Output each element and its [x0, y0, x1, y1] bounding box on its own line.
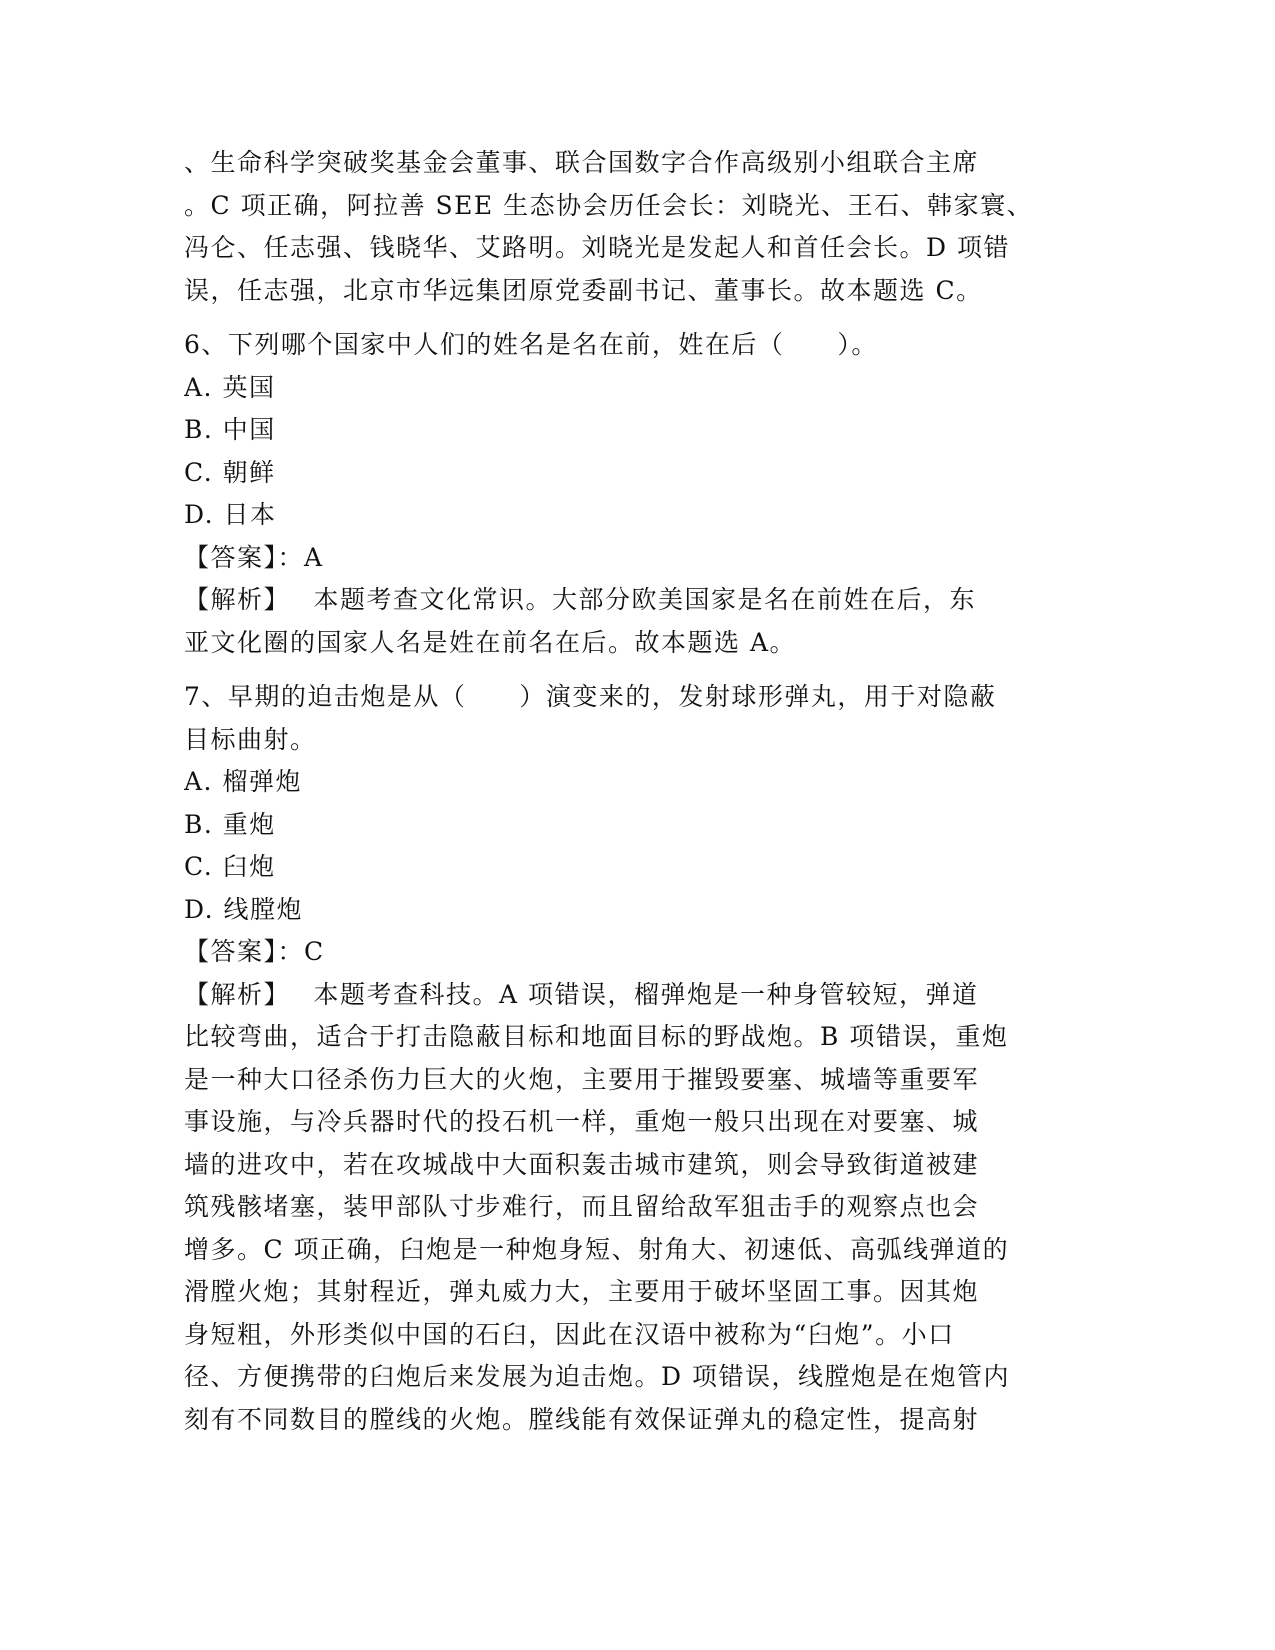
option-b: B. 中国 — [184, 415, 276, 444]
explanation-line: 。C 项正确，阿拉善 SEE 生态协会历任会长：刘晓光、王石、韩家寰、 — [184, 190, 1034, 220]
explanation-line: 事设施，与冷兵器时代的投石机一样，重炮一般只出现在对要塞、城 — [184, 1107, 980, 1136]
option-d: D. 日本 — [184, 500, 277, 529]
explanation-line: 筑残骸堵塞，装甲部队寸步难行，而且留给敌军狙击手的观察点也会 — [184, 1192, 980, 1221]
option-a: A. 英国 — [184, 372, 276, 402]
previous-explanation — [184, 142, 1084, 312]
option-b: B. 重炮 — [184, 809, 276, 839]
explanation-line: 是一种大口径杀伤力巨大的火炮，主要用于摧毁要塞、城墙等重要军 — [184, 1064, 980, 1094]
option-a: A. 榴弹炮 — [184, 767, 302, 796]
option-c: C. 臼炮 — [184, 852, 276, 881]
explanation-line: 【解析】 本题考查科技。A 项错误，榴弹炮是一种身管较短，弹道 — [184, 979, 979, 1009]
option-c: C. 朝鲜 — [184, 457, 276, 487]
explanation-line: 【解析】 本题考查文化常识。大部分欧美国家是名在前姓在后，东 — [184, 585, 976, 614]
explanation-line: 滑膛火炮；其射程近，弹丸威力大，主要用于破坏坚固工事。因其炮 — [184, 1277, 980, 1306]
question-stem: 7、早期的迫击炮是从（ ）演变来的，发射球形弹丸，用于对隐蔽 — [184, 682, 997, 711]
document-page — [184, 142, 1084, 1441]
explanation-line: 增多。C 项正确，臼炮是一种炮身短、射角大、初速低、高弧线弹道的 — [184, 1234, 1010, 1264]
explanation-line: 比较弯曲，适合于打击隐蔽目标和地面目标的野战炮。B 项错误，重炮 — [184, 1022, 1009, 1051]
explanation-line: 、生命科学突破奖基金会董事、联合国数字合作高级别小组联合主席 — [184, 148, 980, 177]
question-6 — [184, 324, 1084, 664]
explanation-line: 墙的进攻中，若在攻城战中大面积轰击城市建筑，则会导致街道被建 — [184, 1149, 980, 1179]
question-stem: 目标曲射。 — [184, 724, 317, 754]
answer: 【答案】：A — [184, 542, 324, 572]
option-d: D. 线膛炮 — [184, 894, 304, 924]
explanation-line: 身短粗，外形类似中国的石臼，因此在汉语中被称为“臼炮”。小口 — [184, 1319, 955, 1349]
explanation-line: 刻有不同数目的膛线的火炮。膛线能有效保证弹丸的稳定性，提高射 — [184, 1404, 980, 1434]
question-stem: 6、下列哪个国家中人们的姓名是名在前，姓在后（ ）。 — [184, 330, 878, 359]
explanation-line: 亚文化圈的国家人名是姓在前名在后。故本题选 A。 — [184, 627, 797, 657]
explanation-line: 径、方便携带的臼炮后来发展为迫击炮。D 项错误，线膛炮是在炮管内 — [184, 1362, 1010, 1391]
explanation-line: 冯仑、任志强、钱晓华、艾路明。刘晓光是发起人和首任会长。D 项错 — [184, 233, 1010, 262]
answer: 【答案】：C — [184, 937, 325, 966]
explanation-line: 误，任志强，北京市华远集团原党委副书记、董事长。故本题选 C。 — [184, 275, 983, 305]
question-7 — [184, 676, 1084, 1441]
